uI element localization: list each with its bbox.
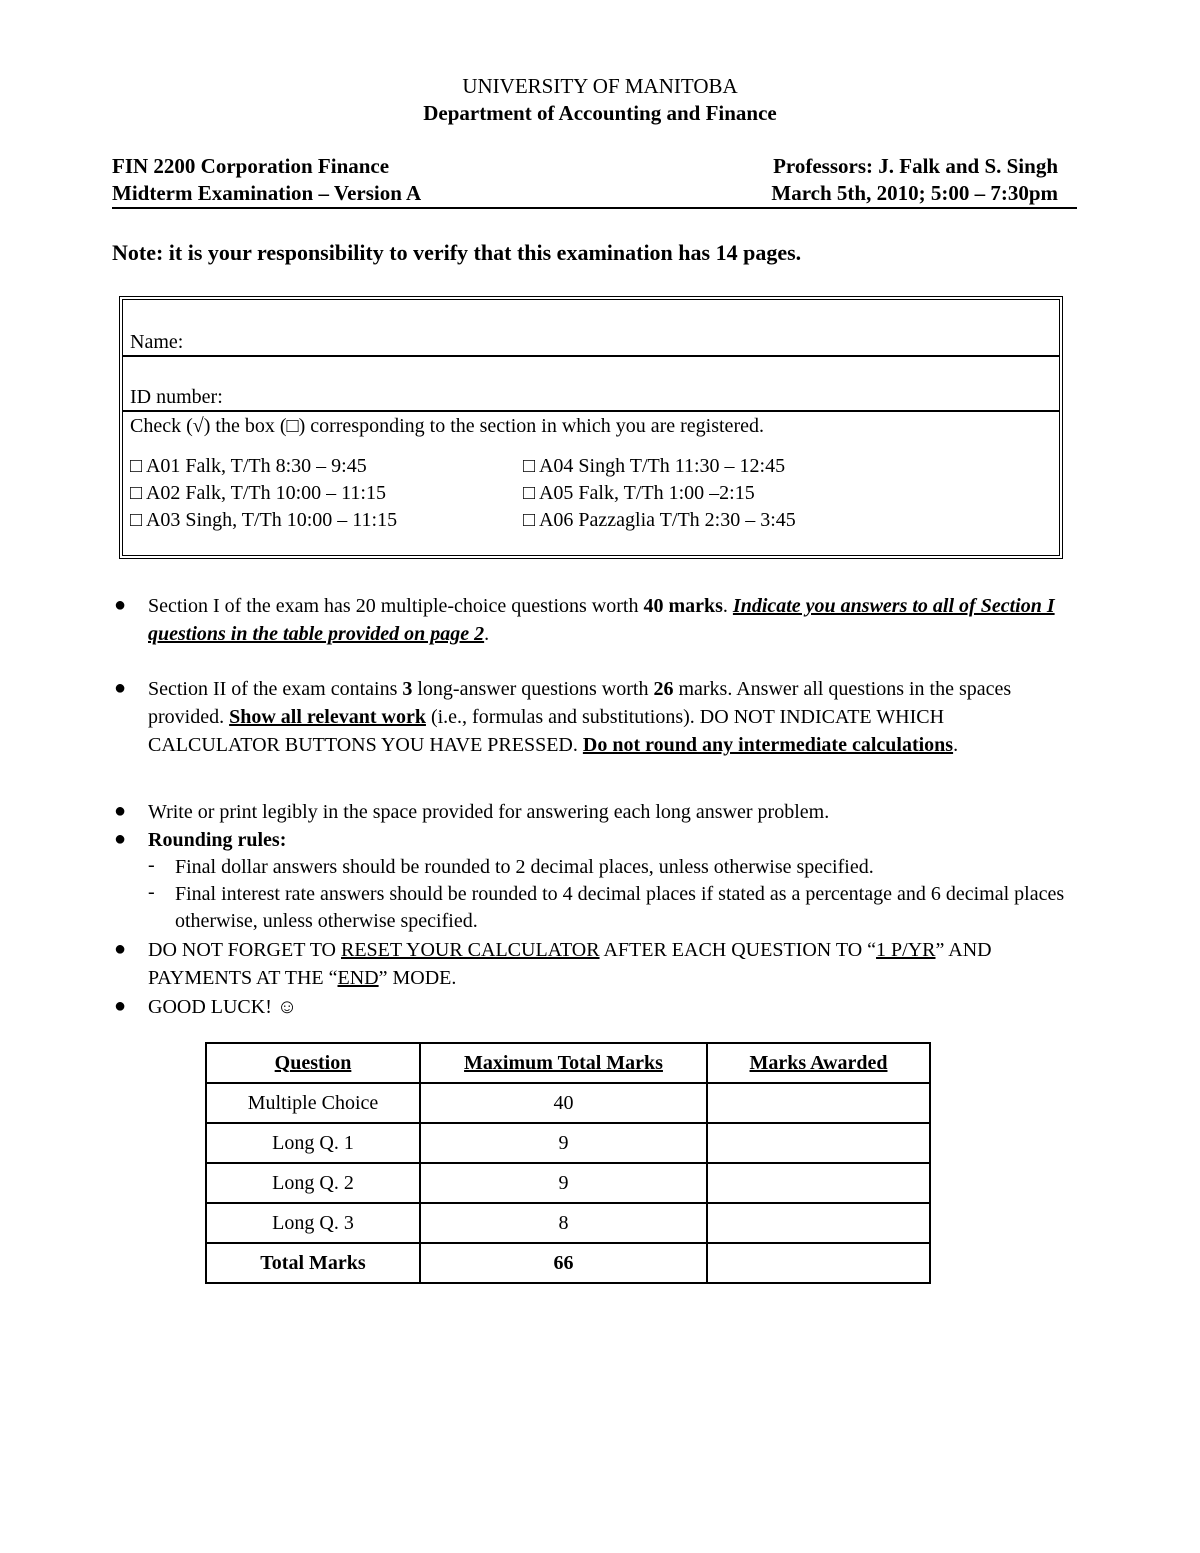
max-marks-cell: 9 (420, 1123, 707, 1163)
rounding-rule-dollars: Final dollar answers should be rounded to 2 decimal places, unless otherwise specified. (175, 856, 874, 878)
university-name: UNIVERSITY OF MANITOBA (462, 74, 738, 98)
professors: Professors: J. Falk and S. Singh (773, 154, 1058, 178)
question-cell: Multiple Choice (206, 1083, 420, 1123)
rounding-rule-rates: Final interest rate answers should be rounded to 4 decimal places if stated as a percentage and 6 decimal places otherwise, unless otherwise specified. (175, 883, 1065, 932)
section-checkbox-a02[interactable]: □ A02 Falk, T/Th 10:00 – 11:15 (130, 482, 386, 504)
question-cell: Long Q. 1 (206, 1123, 420, 1163)
department-name: Department of Accounting and Finance (423, 101, 777, 125)
table-row (206, 1163, 930, 1203)
max-marks-cell: 66 (420, 1243, 707, 1283)
exam-date: March 5th, 2010; 5:00 – 7:30pm (771, 181, 1058, 205)
column-header: Marks Awarded (707, 1043, 930, 1083)
marks-summary-table (205, 1042, 931, 1284)
table-row (206, 1083, 930, 1123)
table-header-row (206, 1043, 930, 1083)
instruction-section-one: Section I of the exam has 20 multiple-choice questions worth 40 marks. Indicate you answers to all of Section I questions in the table provided on page 2. (148, 595, 1055, 645)
max-marks-cell: 8 (420, 1203, 707, 1243)
question-cell: Total Marks (206, 1243, 420, 1283)
marks-awarded-cell[interactable] (707, 1243, 930, 1283)
name-field[interactable]: Name: (130, 331, 184, 353)
bullet-icon: ● (114, 938, 127, 960)
section-checkbox-a03[interactable]: □ A03 Singh, T/Th 10:00 – 11:15 (130, 509, 398, 531)
page-count-note: Note: it is your responsibility to verify that this examination has 14 pages. (112, 240, 802, 265)
rounding-rules-heading: Rounding rules: (148, 829, 287, 851)
section-checkbox-a05[interactable]: □ A05 Falk, T/Th 1:00 –2:15 (523, 482, 755, 504)
section-checkbox-a06[interactable]: □ A06 Pazzaglia T/Th 2:30 – 3:45 (523, 509, 796, 531)
question-cell: Long Q. 2 (206, 1163, 420, 1203)
instruction-calculator-reset: DO NOT FORGET TO RESET YOUR CALCULATOR AFTER EACH QUESTION TO “1 P/YR” AND PAYMENTS AT THE “END” MODE. (148, 939, 992, 989)
bullet-icon: ● (114, 594, 127, 616)
box-divider (123, 410, 1059, 412)
bullet-icon: ● (114, 800, 127, 822)
total-row (206, 1243, 930, 1283)
good-luck-message: GOOD LUCK! ☺ (148, 996, 298, 1018)
section-checkbox-a01[interactable]: □ A01 Falk, T/Th 8:30 – 9:45 (130, 455, 367, 477)
box-divider (123, 355, 1059, 357)
marks-awarded-cell[interactable] (707, 1163, 930, 1203)
course-title: FIN 2200 Corporation Finance (112, 154, 390, 178)
max-marks-cell: 9 (420, 1163, 707, 1203)
section-checkbox-a04[interactable]: □ A04 Singh T/Th 11:30 – 12:45 (523, 455, 786, 477)
marks-awarded-cell[interactable] (707, 1083, 930, 1123)
max-marks-cell: 40 (420, 1083, 707, 1123)
header-divider (112, 207, 1077, 209)
bullet-icon: ● (114, 677, 127, 699)
section-instruction: Check (√) the box (□) corresponding to the section in which you are registered. (130, 415, 764, 437)
instruction-section-two: Section II of the exam contains 3 long-answer questions worth 26 marks. Answer all questions in the spaces provided. Show all relevant work (i.e., formulas and substitutions). DO NOT INDICATE WHICH CALCULATOR BUTTONS YOU HAVE PRESSED. Do not round any intermediate calculations. (148, 678, 1012, 756)
marks-awarded-cell[interactable] (707, 1203, 930, 1243)
bullet-icon: ● (114, 995, 127, 1017)
dash-icon: - (148, 881, 155, 903)
instruction-legibility: Write or print legibly in the space provided for answering each long answer problem. (148, 801, 830, 823)
table-row (206, 1123, 930, 1163)
column-header: Maximum Total Marks (420, 1043, 707, 1083)
bullet-icon: ● (114, 828, 127, 850)
exam-title: Midterm Examination – Version A (112, 181, 422, 205)
table-row (206, 1203, 930, 1243)
column-header: Question (206, 1043, 420, 1083)
student-info-box (119, 296, 1063, 559)
marks-awarded-cell[interactable] (707, 1123, 930, 1163)
question-cell: Long Q. 3 (206, 1203, 420, 1243)
dash-icon: - (148, 854, 155, 876)
id-number-field[interactable]: ID number: (130, 386, 223, 408)
